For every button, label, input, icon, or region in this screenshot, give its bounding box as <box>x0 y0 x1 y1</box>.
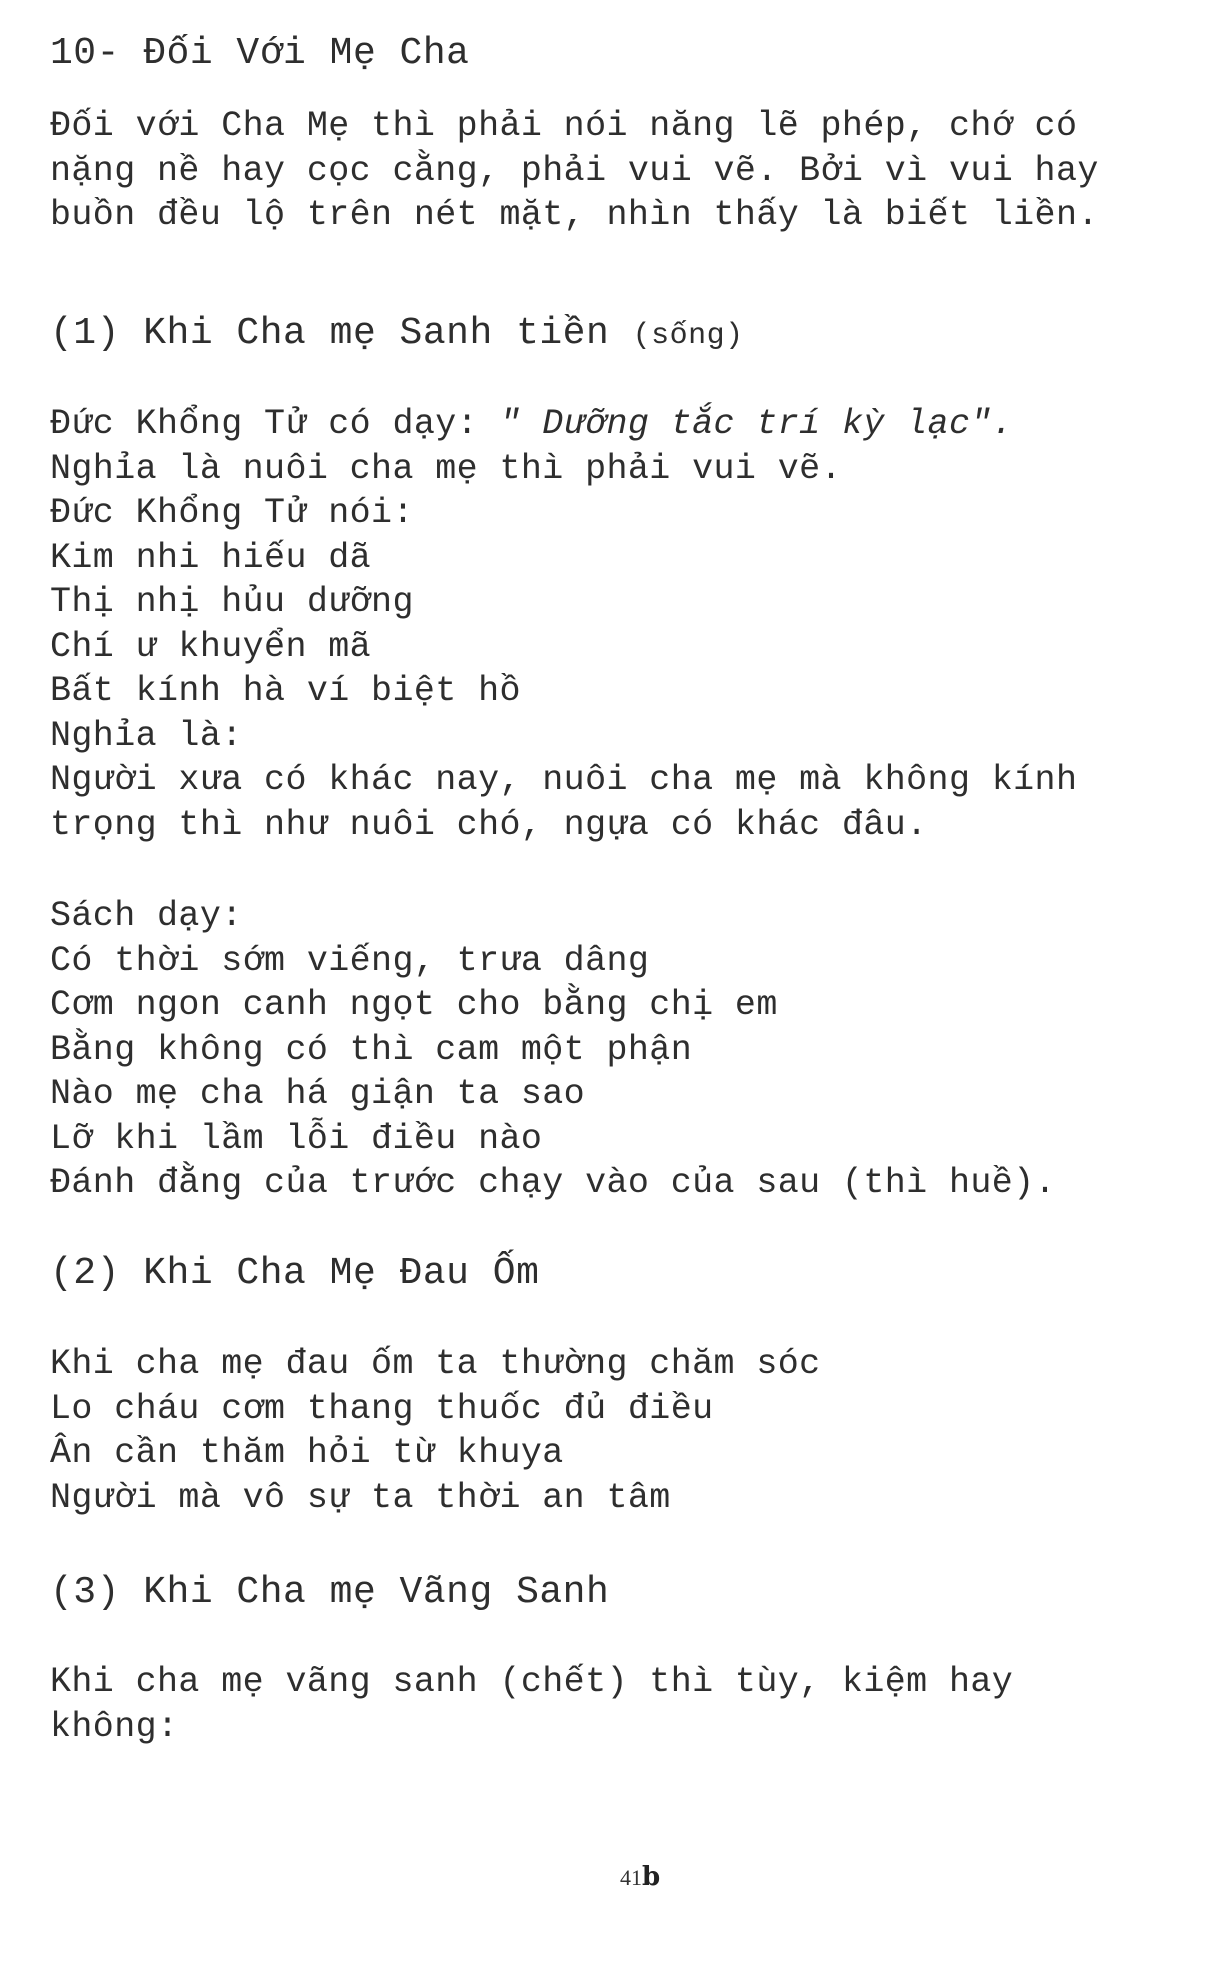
part2-line: Lo cháu cơm thang thuốc đủ điều <box>50 1388 714 1429</box>
part1-line: Thị nhị hủu dưỡng <box>50 582 414 622</box>
part1-line: Nghỉa là: <box>50 715 243 756</box>
quote-line <box>50 402 1190 447</box>
part2-heading-block <box>50 1250 1190 1298</box>
part1-heading-text: (1) Khi Cha mẹ Sanh tiền <box>50 312 610 355</box>
page-number <box>620 1862 660 1892</box>
part1-line: Kim nhi hiếu dã <box>50 537 372 578</box>
quote-text: " Dưỡng tắc trí kỳ lạc". <box>499 404 1014 444</box>
book-line: Cơm ngon canh ngọt cho bằng chị em <box>50 985 778 1025</box>
book-line: Lỡ khi lầm lỗi điều nào <box>50 1118 543 1159</box>
quote-prefix: Đức Khổng Tử có dạy: <box>50 404 500 444</box>
part2-heading: (2) Khi Cha Mẹ Đau Ốm <box>50 1252 540 1295</box>
part1-line: Đức Khổng Tử nói: <box>50 493 414 533</box>
part3-heading: (3) Khi Cha mẹ Vãng Sanh <box>50 1571 610 1614</box>
section-title-block <box>50 30 1190 78</box>
part2-line: Ân cần thăm hỏi từ khuya <box>50 1433 564 1473</box>
intro-line: Đối với Cha Mẹ thì phải nói năng lẽ phép, chớ có <box>50 106 1078 146</box>
book-line: Sách dạy: <box>50 896 243 936</box>
part1-heading <box>50 310 1190 360</box>
section-title: 10- Đối Với Mẹ Cha <box>50 32 470 75</box>
part1-heading-block <box>50 310 1190 360</box>
intro-line: nặng nề hay cọc cằng, phải vui vẽ. Bởi vì vui hay <box>50 150 1099 191</box>
part1-line: Nghỉa là nuôi cha mẹ thì phải vui vẽ. <box>50 448 842 489</box>
part2-line: Người mà vô sự ta thời an tâm <box>50 1477 671 1518</box>
part1-body <box>50 402 1190 847</box>
part1-heading-note: (sống) <box>632 319 744 353</box>
page-number-text: 41 <box>620 1865 642 1890</box>
part3-heading-block <box>50 1569 1190 1617</box>
part1-line: Bất kính hà ví biệt hồ <box>50 671 521 711</box>
book-line: Nào mẹ cha há giận ta sao <box>50 1074 586 1114</box>
book-line: Bằng không có thì cam một phận <box>50 1029 693 1070</box>
part3-body <box>50 1660 1190 1749</box>
book-verse <box>50 894 1190 1206</box>
part3-line: Khi cha mẹ vãng sanh (chết) thì tùy, kiệm hay <box>50 1662 1014 1702</box>
page-number-handwritten-mark: b <box>642 1862 661 1892</box>
part3-line: không: <box>50 1706 179 1747</box>
intro-paragraph <box>50 104 1190 238</box>
part2-line: Khi cha mẹ đau ốm ta thường chăm sóc <box>50 1344 821 1384</box>
part1-line: Người xưa có khác nay, nuôi cha mẹ mà không kính <box>50 760 1078 800</box>
part1-line: Chí ư khuyển mã <box>50 626 372 667</box>
book-line: Có thời sớm viếng, trưa dâng <box>50 940 650 981</box>
part1-line: trọng thì như nuôi chó, ngựa có khác đâu. <box>50 804 928 845</box>
intro-line: buồn đều lộ trên nét mặt, nhìn thấy là biết liền. <box>50 195 1099 235</box>
part2-body <box>50 1342 1190 1520</box>
book-line: Đánh đằng của trước chạy vào của sau (thì huề). <box>50 1163 1056 1203</box>
